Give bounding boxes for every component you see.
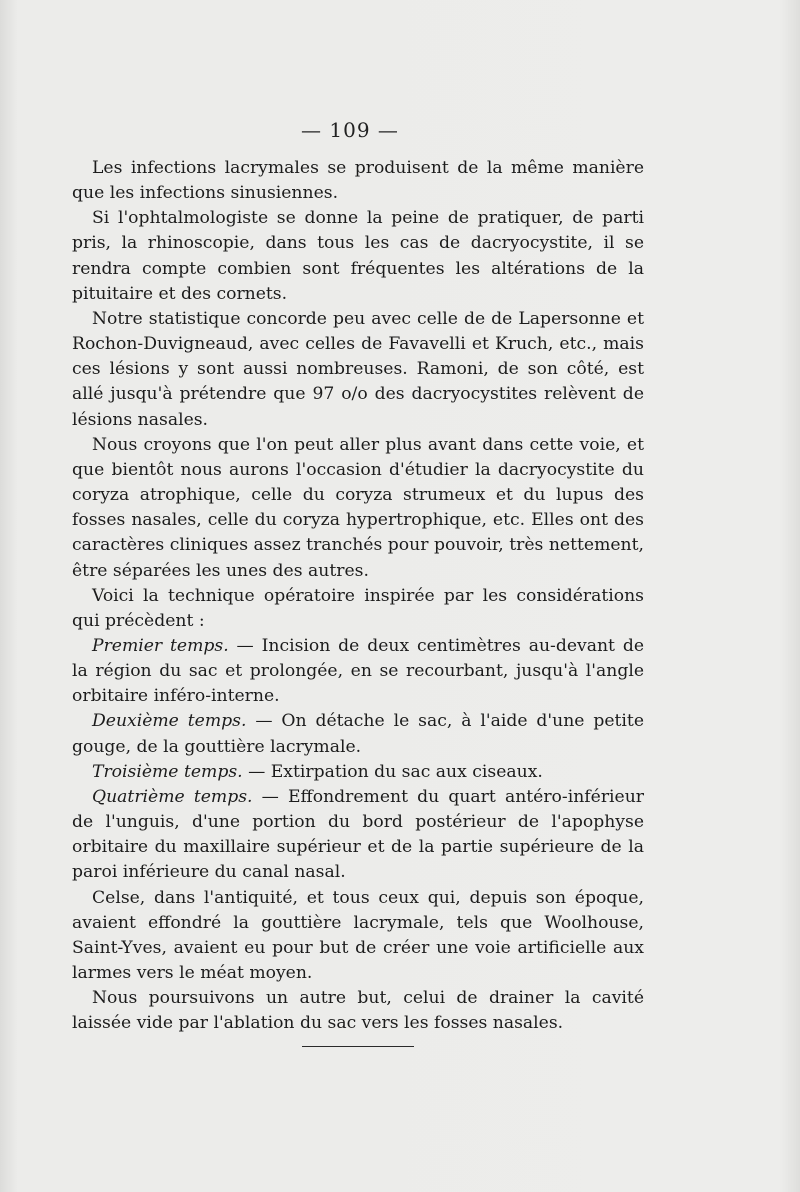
- step-title: Quatrième temps.: [92, 786, 253, 807]
- step-text: — Extirpation du sac aux ciseaux.: [242, 761, 543, 782]
- paragraph: [72, 433, 644, 584]
- paragraph-step-1: [72, 634, 644, 709]
- paragraph: [72, 584, 644, 634]
- paragraph: [72, 206, 644, 307]
- paragraph-text: Les infections lacrymales se produisent de la même manière que les infections sinusiennes.: [72, 158, 644, 204]
- step-title: Premier temps.: [92, 635, 229, 656]
- step-title: Deuxième temps.: [92, 711, 247, 732]
- step-text: — On détache le sac, à l'aide d'une petite gouge, de la gouttière lacrymale.: [72, 711, 644, 757]
- step-text: — Effondrement du quart antéro-inférieur de l'unguis, d'une portion du bord postérieur de l'apophyse orbitaire du maxillaire supérieur et de la partie supérieure de la paroi inférieure du canal nasal.: [72, 786, 644, 883]
- step-title: Troisième temps.: [92, 761, 243, 782]
- paragraph-step-2: [72, 709, 644, 759]
- paragraph: [72, 886, 644, 987]
- paragraph-text: Notre statistique concorde peu avec celle de de Lapersonne et Rochon-Duvigneaud, avec celles de Favavelli et Kruch, etc., mais ces lésions y sont aussi nombreuses. Ramoni, de son côté, est allé jusqu'à prétendre que 97 o/o des dacryocystites relèvent de lésions nasales.: [72, 308, 644, 430]
- paragraph-text: Nous poursuivons un autre but, celui de drainer la cavité laissée vide par l'ablation du sac vers les fosses nasales.: [72, 988, 644, 1034]
- section-end-rule: [302, 1046, 414, 1047]
- paragraph: [72, 156, 644, 206]
- paragraph-text: Si l'ophtalmologiste se donne la peine de pratiquer, de parti pris, la rhinoscopie, dans tous les cas de dacryocystite, il se rendra compte combien sont fréquentes les altérations de la pituitaire et des cornets.: [72, 208, 644, 304]
- paragraph: [72, 307, 644, 433]
- paragraph: [72, 986, 644, 1036]
- paragraph-text: Voici la technique opératoire inspirée par les considérations qui précèdent :: [72, 585, 644, 631]
- body-text: [72, 156, 644, 1036]
- paragraph-text: Celse, dans l'antiquité, et tous ceux qui, depuis son époque, avaient effondré la gouttière lacrymale, tels que Woolhouse, Saint-Yves, avaient eu pour but de créer une voie artificielle aux larmes vers le méat moyen.: [72, 887, 644, 983]
- paragraph-text: Nous croyons que l'on peut aller plus avant dans cette voie, et que bientôt nous aurons l'occasion d'étudier la dacryocystite du coryza atrophique, celle du coryza strumeux et du lupus des fosses nasales, celle du coryza hypertrophique, etc. Elles ont des caractères cliniques assez tranchés pour pouvoir, très nettement, être séparées les unes des autres.: [72, 434, 644, 581]
- step-text: — Incision de deux centimètres au-devant de la région du sac et prolongée, en se recourbant, jusqu'à l'angle orbitaire inféro-interne.: [72, 635, 644, 707]
- page-number: — 109 —: [301, 118, 399, 142]
- paragraph-step-3: [72, 760, 644, 785]
- paragraph-step-4: [72, 785, 644, 886]
